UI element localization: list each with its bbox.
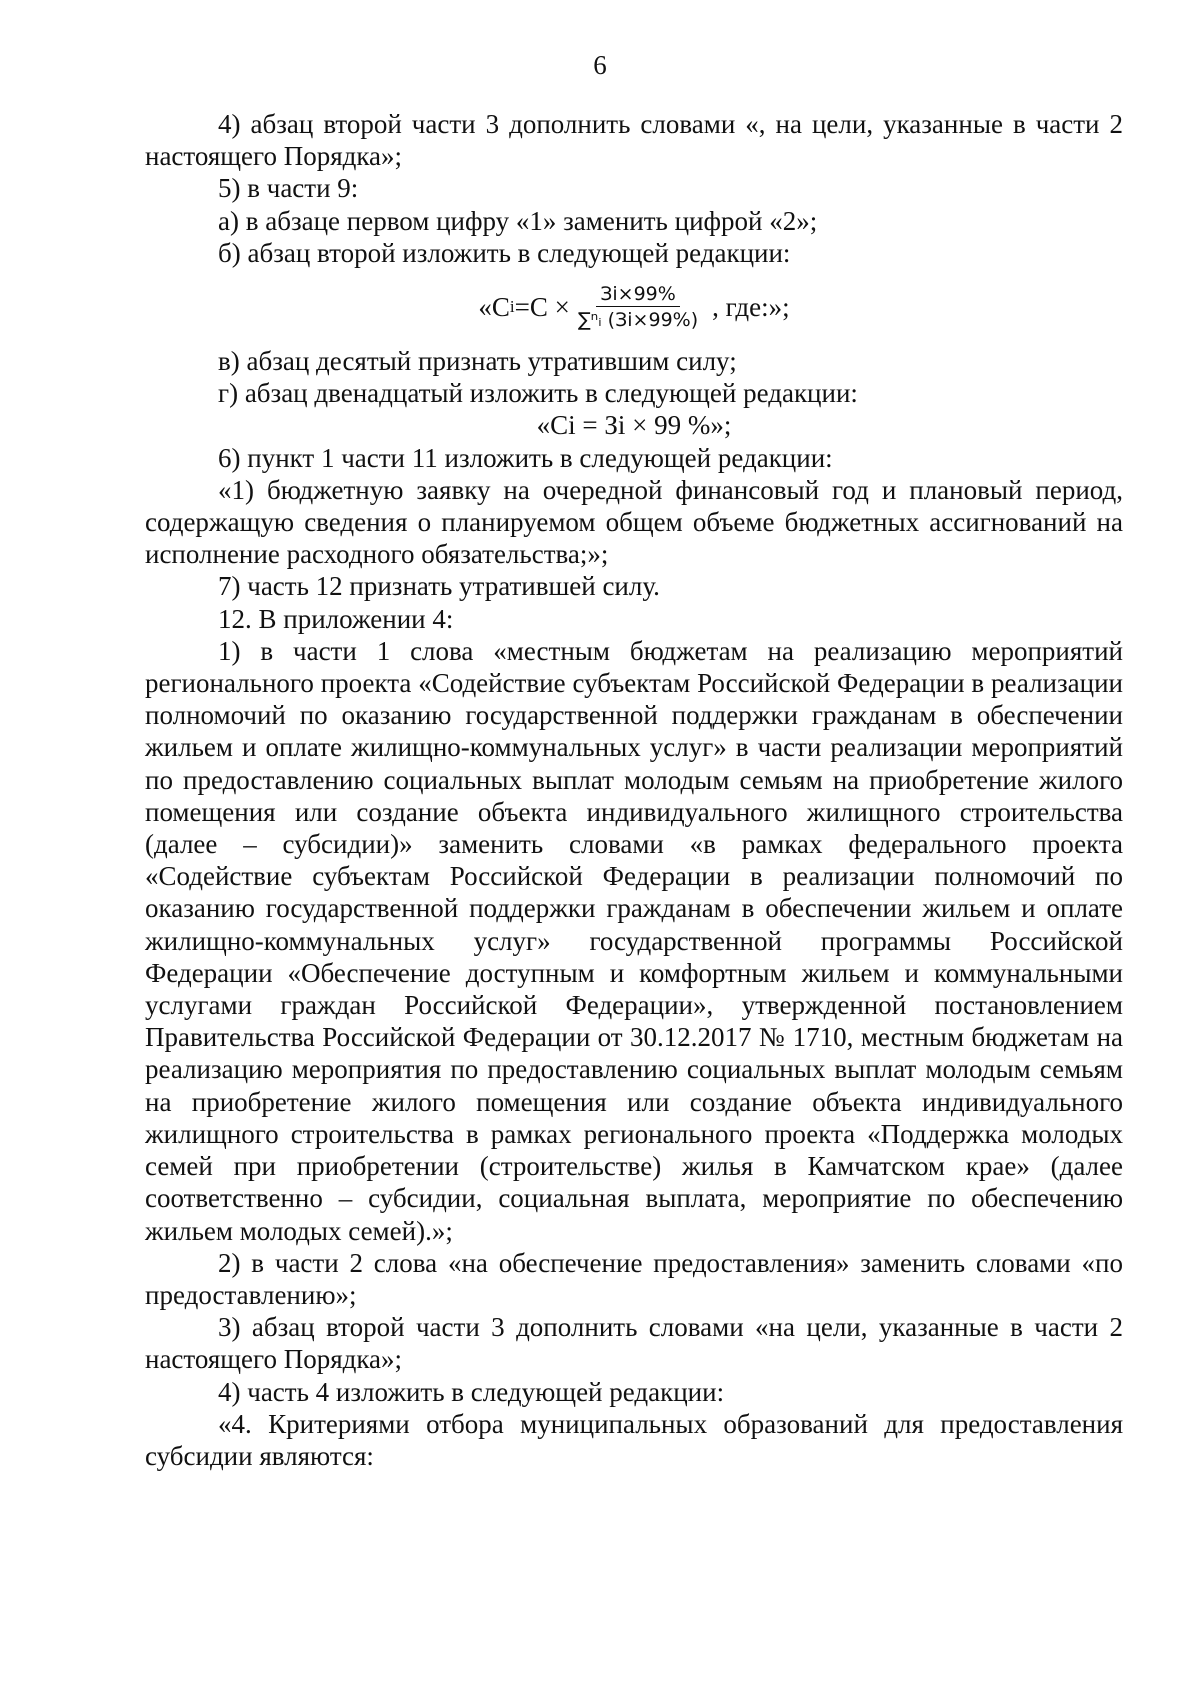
paragraph: 7) часть 12 признать утратившей силу.: [218, 571, 660, 602]
paragraph: в) абзац десятый признать утратившим силу;: [218, 346, 737, 377]
paragraph: «4. Критериями отбора муниципальных образований для предоставления субсидии являются:: [145, 1408, 1123, 1471]
formula-fraction: [574, 282, 702, 333]
formula-rhs: , где:»;: [712, 291, 790, 322]
paragraph: 3) абзац второй части 3 дополнить словами «на цели, указанные в части 2 настоящего Порядка»;: [145, 1312, 1123, 1375]
paragraph: «1) бюджетную заявку на очередной финансовый год и плановый период, содержащую сведения о планируемом общем объеме бюджетных ассигнований на исполнение расходного обязательства;»;: [145, 474, 1123, 570]
paragraph: 4) абзац второй части 3 дополнить словами «, на цели, указанные в части 2 настоящего Порядка»;: [145, 109, 1123, 172]
formula-subscript: i: [509, 296, 515, 316]
paragraph: 6) пункт 1 части 11 изложить в следующей редакции:: [218, 442, 833, 473]
page-number: 6: [593, 50, 607, 80]
document-body: [145, 108, 1123, 1472]
paragraph: а) в абзаце первом цифру «1» заменить цифрой «2»;: [218, 205, 818, 236]
formula-mid: =C ×: [514, 291, 570, 322]
paragraph: г) абзац двенадцатый изложить в следующей редакции:: [218, 378, 858, 409]
formula-numerator: Зi×99%: [596, 282, 680, 307]
paragraph: 1) в части 1 слова «местным бюджетам на реализацию мероприятий регионального проекта «Содействие субъектам Российской Федерации в реализации полномочий по оказанию государственной поддержки гражданам в обеспечении жильем и оплате жилищно-коммунальных услуг» в части реализации мероприятий по предоставлению социальных выплат молодым семьям на приобретение жилого помещения или создание объекта индивидуального жилищного строительства (далее – субсидии)» заменить словами «в рамках федерального проекта «Содействие субъектам Российской Федерации в реализации полномочий по оказанию государственной поддержки гражданам в обеспечении жильем и оплате жилищно-коммунальных услуг» государственной программы Российской Федерации «Обеспечение доступным и комфортным жильем и коммунальными услугами граждан Российской Федерации», утвержденной постановлением Правительства Российской Федерации от 30.12.2017 № 1710, местным бюджетам на реализацию мероприятия по предоставлению социальных выплат молодым семьям на приобретение жилого помещения или создание объекта индивидуального жилищного строительства в рамках регионального проекта «Поддержка молодых семей при приобретении (строительстве) жилья в Камчатском крае» (далее соответственно – субсидии, социальная выплата, мероприятие по обеспечению жильем молодых семей).»;: [145, 635, 1123, 1246]
paragraph: 2) в части 2 слова «на обеспечение предоставления» заменить словами «по предоставлению»;: [145, 1247, 1123, 1310]
formula-denominator: ∑ⁿᵢ (Зi×99%): [577, 308, 699, 331]
paragraph: 12. В приложении 4:: [218, 603, 454, 634]
formula-ci-simple: «Ci = Зi × 99 %»;: [536, 410, 732, 441]
formula-ci: [145, 269, 1123, 345]
paragraph: 4) часть 4 изложить в следующей редакции:: [218, 1376, 725, 1407]
formula-lhs: «C: [478, 291, 510, 322]
paragraph: б) абзац второй изложить в следующей редакции:: [218, 237, 791, 268]
paragraph: 5) в части 9:: [218, 173, 359, 204]
